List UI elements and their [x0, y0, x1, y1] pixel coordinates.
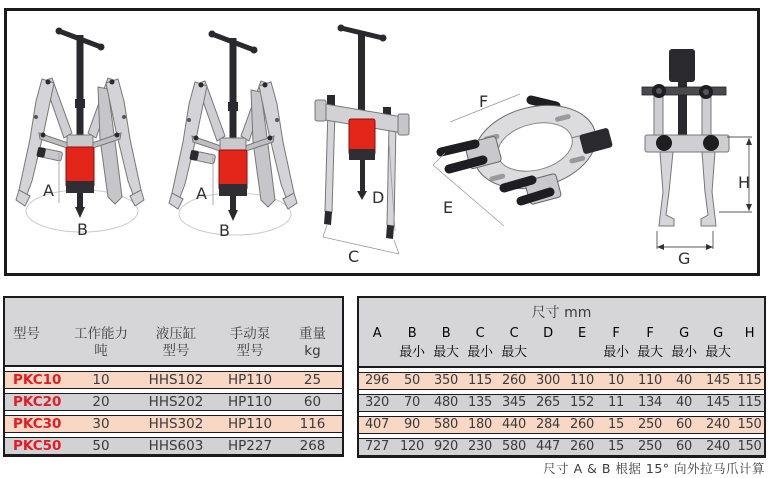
dim-label-f: F	[479, 92, 489, 111]
pump-cell: HP110	[227, 372, 273, 388]
letter-c-min: C	[475, 326, 485, 341]
spec-row-pkc20	[5, 393, 342, 411]
three-jaw-puller-drawing-2	[169, 31, 297, 241]
dim-value: 110	[638, 373, 662, 388]
spec-col-model-line1: 型号	[13, 326, 40, 342]
dim-value: 145	[706, 373, 730, 388]
dimension-footnote: 尺寸 A & B 根据 15° 向外拉马爪计算	[543, 461, 765, 476]
dims-row-pkc20	[359, 394, 764, 412]
sub-label: 最大	[705, 345, 731, 360]
spec-row-pkc50	[5, 437, 342, 455]
dim-value: 345	[502, 395, 526, 410]
dim-label-e: E	[443, 198, 454, 217]
cylinder-cell: HHS102	[148, 372, 204, 388]
dim-value: 60	[676, 417, 692, 432]
dim-value: 240	[706, 417, 730, 432]
capacity-cell: 10	[92, 372, 110, 388]
weight-cell: 60	[303, 394, 322, 410]
dim-value: 296	[365, 373, 389, 388]
spec-col-cylinder-line2: 型号	[162, 343, 190, 359]
dim-value: 265	[536, 395, 560, 410]
letter-g-max: G	[713, 326, 723, 341]
sub-label: 最大	[501, 345, 527, 360]
dim-value: 447	[536, 439, 560, 454]
dim-value: 250	[638, 417, 662, 432]
spec-col-pump-line2: 型号	[236, 343, 264, 359]
model-cell: PKC30	[13, 416, 62, 432]
sub-label	[565, 346, 599, 360]
sub-label	[359, 346, 395, 360]
spec-col-capacity-line1: 工作能力	[74, 326, 128, 342]
dim-label-c: C	[348, 247, 360, 266]
letter-a: A	[372, 326, 382, 341]
dims-row-pkc30	[359, 416, 764, 434]
dim-value: 480	[434, 395, 458, 410]
dim-value: 90	[404, 417, 420, 432]
sub-label: 最大	[433, 345, 459, 360]
dim-value: 150	[737, 417, 762, 432]
dim-value: 260	[570, 417, 594, 432]
dimension-letters-row	[359, 325, 764, 343]
dim-value: 15	[608, 417, 624, 432]
bearing-separator-drawing	[433, 92, 613, 226]
sub-label	[531, 346, 565, 360]
dimensions-table	[357, 296, 766, 458]
dim-value: 180	[468, 417, 492, 432]
spec-col-capacity-line2: 吨	[94, 343, 108, 359]
dim-value: 60	[676, 439, 692, 454]
spec-col-pump	[217, 326, 283, 360]
weight-cell: 116	[299, 416, 326, 432]
crossbeam-puller-drawing	[315, 25, 409, 267]
dim-label-h: H	[738, 173, 751, 192]
three-jaw-puller-drawing-1	[16, 28, 144, 240]
dim-value: 580	[434, 417, 458, 432]
dimensions-table-header	[359, 298, 764, 368]
dim-value: 250	[638, 439, 662, 454]
dim-value: 152	[570, 395, 594, 410]
sub-label	[735, 346, 764, 360]
dim-value: 120	[400, 439, 424, 454]
spec-col-pump-line1: 手动泵	[229, 326, 271, 342]
dim-value: 40	[676, 373, 692, 388]
spec-col-capacity	[67, 326, 135, 360]
dim-value: 300	[536, 373, 560, 388]
dim-value: 50	[404, 373, 420, 388]
dim-value: 350	[434, 373, 458, 388]
dim-value: 70	[404, 395, 420, 410]
sub-label: 最大	[637, 345, 663, 360]
model-cell: PKC20	[13, 394, 62, 410]
letter-f-max: F	[646, 326, 654, 341]
weight-cell: 25	[303, 372, 322, 388]
dim-label-g: G	[678, 249, 691, 268]
dim-value: 727	[365, 439, 389, 454]
dim-value: 284	[536, 417, 560, 432]
dim-value: 440	[502, 417, 526, 432]
spec-table	[3, 296, 344, 457]
cylinder-cell: HHS302	[148, 416, 204, 432]
dim-label-b-2: B	[219, 221, 230, 240]
dims-row-pkc10	[359, 372, 764, 390]
letter-g-min: G	[679, 326, 689, 341]
dim-value: 115	[737, 395, 762, 410]
dim-value: 145	[706, 395, 730, 410]
dim-value: 260	[570, 439, 594, 454]
dim-value: 134	[638, 395, 662, 410]
spec-col-cylinder-line1: 液压缸	[155, 326, 197, 342]
pump-cell: HP110	[227, 394, 273, 410]
dim-value: 230	[468, 439, 492, 454]
dimensions-title: 尺寸 mm	[531, 305, 592, 321]
two-jaw-puller-drawing	[642, 49, 752, 268]
spec-col-weight	[283, 326, 342, 360]
tool-drawings-svg	[7, 11, 757, 273]
letter-c-max: C	[509, 326, 519, 341]
spec-row-pkc30	[5, 415, 342, 433]
spec-table-header	[5, 298, 342, 367]
dim-value: 135	[468, 395, 492, 410]
dim-label-b-1: B	[77, 220, 88, 239]
cylinder-cell: HHS202	[148, 394, 204, 410]
pump-cell: HP110	[227, 416, 273, 432]
dim-label-d: D	[372, 188, 385, 207]
dim-value: 920	[434, 439, 458, 454]
sub-label: 最小	[671, 345, 697, 360]
spec-col-model	[5, 326, 67, 360]
dim-value: 115	[468, 373, 492, 388]
spec-col-cylinder	[135, 326, 217, 360]
spec-col-weight-line1: 重量	[299, 326, 326, 342]
dim-value: 110	[570, 373, 594, 388]
sub-label: 最小	[399, 345, 425, 360]
pump-cell: HP227	[227, 438, 273, 454]
dim-value: 260	[502, 373, 526, 388]
model-cell: PKC10	[13, 372, 62, 388]
dim-value: 15	[608, 439, 624, 454]
dim-value: 407	[365, 417, 389, 432]
capacity-cell: 20	[92, 394, 110, 410]
weight-cell: 268	[299, 438, 326, 454]
spec-col-weight-line2: kg	[304, 343, 321, 359]
dim-value: 11	[608, 395, 624, 410]
dim-value: 240	[706, 439, 730, 454]
dim-value: 320	[365, 395, 389, 410]
model-cell: PKC50	[13, 438, 62, 454]
capacity-cell: 30	[92, 416, 110, 432]
letter-b-min: B	[407, 326, 417, 341]
letter-d: D	[543, 326, 553, 341]
letter-h: H	[744, 326, 755, 341]
dim-value: 40	[676, 395, 692, 410]
dim-value: 580	[502, 439, 526, 454]
dims-row-pkc50	[359, 438, 764, 456]
letter-f-min: F	[612, 326, 620, 341]
spec-row-pkc10	[5, 371, 342, 389]
dim-value: 150	[737, 439, 762, 454]
sub-label: 最小	[603, 345, 629, 360]
min-max-row	[359, 346, 764, 360]
dim-label-a-2: A	[196, 184, 207, 203]
dim-value: 10	[608, 373, 624, 388]
dim-value: 115	[737, 373, 762, 388]
cylinder-cell: HHS603	[148, 438, 204, 454]
letter-e: E	[578, 326, 586, 341]
product-drawings-panel	[4, 8, 760, 276]
sub-label: 最小	[467, 345, 493, 360]
capacity-cell: 50	[92, 438, 110, 454]
letter-b-max: B	[441, 326, 451, 341]
dim-label-a-1: A	[43, 181, 54, 200]
